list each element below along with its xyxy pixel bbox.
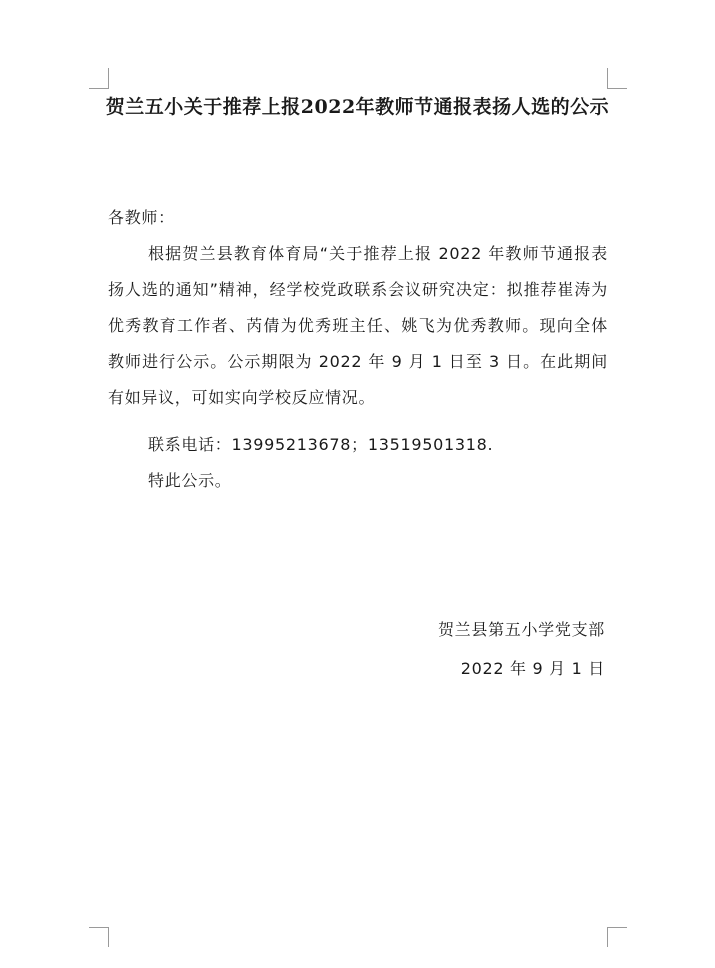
corner-mark-bottom-left-v — [108, 927, 109, 947]
signature-org: 贺兰县第五小学党支部 — [437, 620, 605, 639]
corner-mark-top-left-v — [108, 68, 109, 88]
document-title: 贺兰五小关于推荐上报2022年教师节通报表扬人选的公示 — [105, 96, 610, 118]
body-paragraph: 根据贺兰县教育体育局“关于推荐上报 2022 年教师节通报表扬人选的通知”精神，经学校党政联系会议研究决定：拟推荐崔涛为优秀教育工作者、芮倩为优秀班主任、姚飞为优秀教师。现向全体教师进行公示。公示期限为 2022 年 9 月 1 日至 3 日。在此期间有如异议，可如实向学校反应情况。 — [108, 244, 608, 407]
corner-mark-top-right-v — [607, 68, 608, 88]
signature-date: 2022 年 9 月 1 日 — [460, 659, 605, 678]
corner-mark-bottom-right-h — [607, 927, 627, 928]
corner-mark-bottom-left-h — [89, 927, 109, 928]
corner-mark-bottom-right-v — [607, 927, 608, 947]
contact-line: 联系电话：13995213678；13519501318. — [148, 435, 494, 454]
closing-line: 特此公示。 — [148, 471, 232, 490]
salutation: 各教师： — [108, 208, 175, 227]
